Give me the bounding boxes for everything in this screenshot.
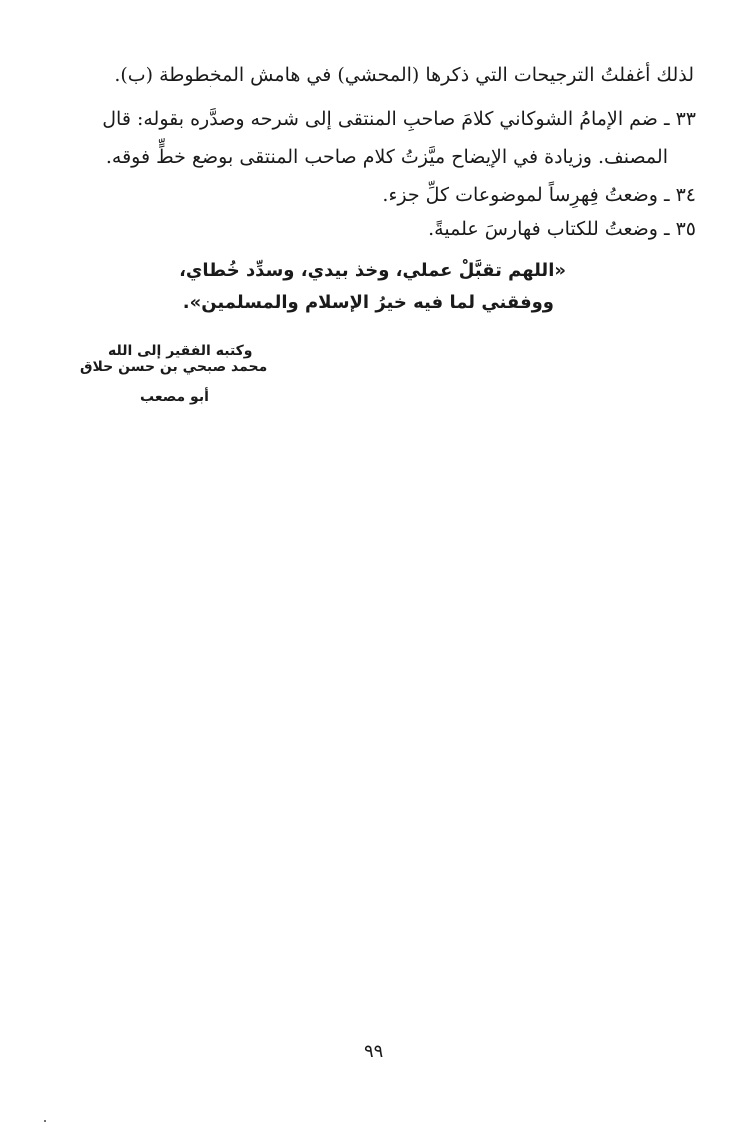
item-number-35: ٣٥ (675, 218, 696, 240)
item-number-33: ٣٣ (675, 108, 696, 130)
list-item-35 (428, 214, 696, 244)
prayer-line-1: «اللهم تقبَّلْ عملي، وخذ بيدي، وسدِّد خُطاي، (179, 260, 566, 281)
item-34-text: ـ وضعتُ فِهرِساً لموضوعات كلِّ جزء. (382, 184, 670, 206)
scan-speck (44, 1120, 46, 1122)
list-item-33-continuation: المصنف. وزيادة في الإيضاح ميَّزتُ كلام صاحب المنتقى بوضع خطٍّ فوقه. (105, 146, 668, 168)
list-item-33 (102, 104, 696, 134)
page-number: ٩٩ (364, 1041, 384, 1062)
body-line-1: لذلك أغفلتُ الترجيحات التي ذكرها (المحشي) في هامش المخطوطة (ب). (114, 64, 694, 86)
list-item-34 (382, 180, 696, 210)
scan-speck (210, 86, 211, 87)
signature-author-name: محمد صبحي بن حسن حلاق (80, 359, 268, 375)
item-35-text: ـ وضعتُ للكتاب فهارسَ علميةً. (428, 218, 670, 240)
signature-line-1: وكتبه الفقير إلى الله (108, 343, 253, 359)
prayer-line-2: ووفقني لما فيه خيرُ الإسلام والمسلمين». (182, 292, 554, 313)
item-number-34: ٣٤ (675, 184, 696, 206)
signature-kunya: أبو مصعب (140, 389, 209, 405)
item-33-text-start: ـ ضم الإمامُ الشوكاني كلامَ صاحبِ المنتقى إلى شرحه وصدَّره بقوله: قال (102, 108, 670, 130)
